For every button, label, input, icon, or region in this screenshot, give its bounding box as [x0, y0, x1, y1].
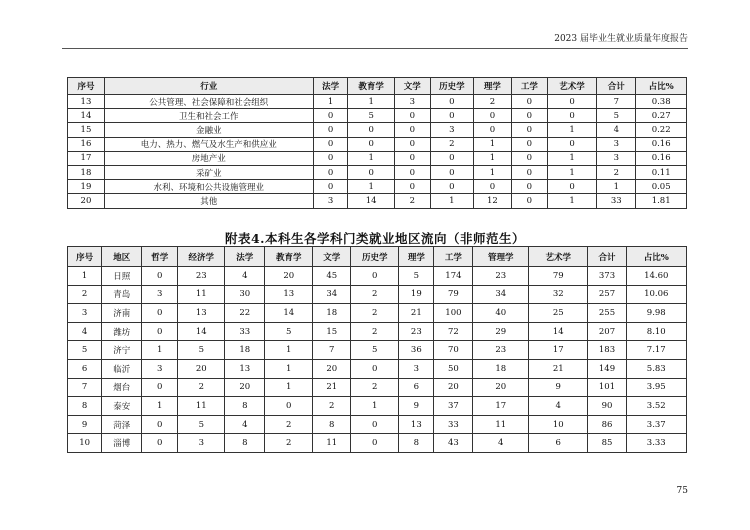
- column-header: 教育学: [265, 247, 313, 267]
- table-cell: 34: [473, 285, 529, 304]
- table-cell: 0.16: [636, 137, 687, 151]
- table-cell: 0: [511, 151, 547, 165]
- column-header: 经济学: [178, 247, 225, 267]
- table-cell: 1: [265, 378, 313, 397]
- table-cell: 15: [68, 123, 105, 137]
- table-cell: 0.38: [636, 95, 687, 109]
- table-cell: 1: [265, 341, 313, 360]
- table-cell: 3: [430, 123, 473, 137]
- column-header: 历史学: [351, 247, 399, 267]
- table-cell: 21: [399, 304, 434, 323]
- table-cell: 0: [430, 109, 473, 123]
- table-cell: 15: [313, 322, 351, 341]
- table-cell: 174: [434, 267, 473, 286]
- table-cell: 0.27: [636, 109, 687, 123]
- table-cell: 济南: [102, 304, 142, 323]
- table-cell: 50: [434, 359, 473, 378]
- table-cell: 1: [68, 267, 102, 286]
- table-cell: 19: [68, 180, 105, 194]
- table-cell: 33: [597, 194, 636, 208]
- table-cell: 0.11: [636, 165, 687, 179]
- column-header: 法学: [313, 78, 348, 95]
- table-cell: 2: [394, 194, 430, 208]
- table-cell: 18: [313, 304, 351, 323]
- table-cell: 4: [225, 415, 265, 434]
- table-cell: 0: [511, 180, 547, 194]
- table-cell: 72: [434, 322, 473, 341]
- table-cell: 85: [588, 434, 626, 453]
- table-cell: 0: [511, 165, 547, 179]
- table-cell: 0: [511, 194, 547, 208]
- table-cell: 0: [430, 151, 473, 165]
- table-cell: 20: [313, 359, 351, 378]
- table-cell: 0: [547, 180, 597, 194]
- table-cell: 0: [511, 95, 547, 109]
- table-cell: 0: [142, 378, 178, 397]
- table-caption: 附表4.本科生各学科门类就业地区流向（非师范生）: [224, 231, 526, 246]
- table-cell: 0.16: [636, 151, 687, 165]
- table-cell: 临沂: [102, 359, 142, 378]
- table-cell: 7: [313, 341, 351, 360]
- industry-table: [67, 77, 687, 209]
- table-cell: 淄博: [102, 434, 142, 453]
- table-row: [68, 434, 687, 453]
- table-cell: 采矿业: [104, 165, 313, 179]
- column-header: 合计: [588, 247, 626, 267]
- table-cell: 4: [529, 397, 588, 416]
- column-header: 理学: [473, 78, 511, 95]
- table-cell: 6: [68, 359, 102, 378]
- page-header: 2023 届毕业生就业质量年度报告: [554, 34, 688, 44]
- table-cell: 0: [348, 123, 394, 137]
- table-cell: 8: [313, 415, 351, 434]
- table-cell: 32: [529, 285, 588, 304]
- table-cell: 1: [142, 341, 178, 360]
- table-cell: 30: [225, 285, 265, 304]
- table-cell: 25: [529, 304, 588, 323]
- table-cell: 2: [351, 285, 399, 304]
- table-cell: 90: [588, 397, 626, 416]
- table-row: [68, 123, 687, 137]
- table-cell: 11: [313, 434, 351, 453]
- table-cell: 4: [225, 267, 265, 286]
- table-cell: 5: [178, 341, 225, 360]
- table-cell: 101: [588, 378, 626, 397]
- table-cell: 0: [547, 95, 597, 109]
- table-row: [68, 95, 687, 109]
- table-cell: 青岛: [102, 285, 142, 304]
- table-cell: 2: [351, 322, 399, 341]
- table-cell: 149: [588, 359, 626, 378]
- table-cell: 0: [348, 137, 394, 151]
- table-cell: 23: [399, 322, 434, 341]
- table-cell: 14: [68, 109, 105, 123]
- table-cell: 13: [399, 415, 434, 434]
- table-cell: 3.37: [626, 415, 686, 434]
- region-table: [67, 246, 687, 453]
- column-header: 占比%: [636, 78, 687, 95]
- table-cell: 13: [225, 359, 265, 378]
- table-cell: 9: [529, 378, 588, 397]
- table-cell: 0: [351, 267, 399, 286]
- table-cell: 22: [225, 304, 265, 323]
- table-cell: 29: [473, 322, 529, 341]
- table-cell: 1: [473, 151, 511, 165]
- table-cell: 1: [313, 95, 348, 109]
- table-cell: 34: [313, 285, 351, 304]
- table-cell: 1: [547, 123, 597, 137]
- column-header: 序号: [68, 78, 105, 95]
- table-cell: 烟台: [102, 378, 142, 397]
- table-cell: 1: [348, 151, 394, 165]
- table-cell: 0: [394, 180, 430, 194]
- table-cell: 3: [142, 359, 178, 378]
- table-cell: 79: [434, 285, 473, 304]
- table-cell: 济宁: [102, 341, 142, 360]
- table-cell: 7: [68, 378, 102, 397]
- table-cell: 0: [394, 151, 430, 165]
- table-cell: 9: [399, 397, 434, 416]
- table-row: [68, 194, 687, 208]
- table-row: [68, 151, 687, 165]
- column-header: 序号: [68, 247, 102, 267]
- table-cell: 0: [547, 109, 597, 123]
- table-cell: 5: [178, 415, 225, 434]
- table-cell: 9.98: [626, 304, 686, 323]
- table-cell: 45: [313, 267, 351, 286]
- table-cell: 水利、环境和公共设施管理业: [104, 180, 313, 194]
- column-header: 哲学: [142, 247, 178, 267]
- table-row: [68, 415, 687, 434]
- table-cell: 12: [473, 194, 511, 208]
- table-cell: 18: [68, 165, 105, 179]
- table-cell: 0: [142, 434, 178, 453]
- table-cell: 1: [142, 397, 178, 416]
- table-row: [68, 137, 687, 151]
- table-cell: 14: [348, 194, 394, 208]
- table-cell: 1: [430, 194, 473, 208]
- table-cell: 21: [529, 359, 588, 378]
- table-cell: 2: [597, 165, 636, 179]
- table-cell: 5: [351, 341, 399, 360]
- table-cell: 13: [178, 304, 225, 323]
- column-header: 历史学: [430, 78, 473, 95]
- table-cell: 1: [348, 180, 394, 194]
- table-cell: 1: [597, 180, 636, 194]
- table-cell: 0: [313, 137, 348, 151]
- table-cell: 0: [348, 165, 394, 179]
- table-cell: 0: [313, 109, 348, 123]
- table-cell: 43: [434, 434, 473, 453]
- table-cell: 11: [178, 285, 225, 304]
- table-cell: 金融业: [104, 123, 313, 137]
- table-cell: 86: [588, 415, 626, 434]
- table-cell: 23: [178, 267, 225, 286]
- table-row: [68, 322, 687, 341]
- column-header: 理学: [399, 247, 434, 267]
- table-cell: 36: [399, 341, 434, 360]
- column-header: 行业: [104, 78, 313, 95]
- table-cell: 3: [313, 194, 348, 208]
- table-cell: 0: [394, 137, 430, 151]
- table-cell: 2: [351, 378, 399, 397]
- table-cell: 0: [473, 123, 511, 137]
- table-cell: 0: [351, 434, 399, 453]
- table-cell: 5: [597, 109, 636, 123]
- table-cell: 257: [588, 285, 626, 304]
- table-cell: 0: [313, 165, 348, 179]
- table-cell: 4: [473, 434, 529, 453]
- table-cell: 4: [597, 123, 636, 137]
- table-cell: 0: [265, 397, 313, 416]
- table-cell: 7.17: [626, 341, 686, 360]
- table-cell: 电力、热力、燃气及水生产和供应业: [104, 137, 313, 151]
- table-cell: 0: [430, 180, 473, 194]
- table-cell: 3: [597, 137, 636, 151]
- table-cell: 100: [434, 304, 473, 323]
- table-cell: 其他: [104, 194, 313, 208]
- table-cell: 11: [473, 415, 529, 434]
- table-cell: 21: [313, 378, 351, 397]
- table-cell: 0: [394, 123, 430, 137]
- table-cell: 10: [529, 415, 588, 434]
- table-cell: 2: [68, 285, 102, 304]
- table-cell: 70: [434, 341, 473, 360]
- table-cell: 0.22: [636, 123, 687, 137]
- column-header: 教育学: [348, 78, 394, 95]
- table-row: [68, 180, 687, 194]
- table-cell: 潍坊: [102, 322, 142, 341]
- table-cell: 0: [547, 137, 597, 151]
- table-cell: 20: [68, 194, 105, 208]
- table-cell: 3: [597, 151, 636, 165]
- table-cell: 1.81: [636, 194, 687, 208]
- table-cell: 8: [68, 397, 102, 416]
- table-cell: 17: [473, 397, 529, 416]
- column-header: 文学: [313, 247, 351, 267]
- table-cell: 2: [473, 95, 511, 109]
- table-row: [68, 359, 687, 378]
- table-cell: 3.33: [626, 434, 686, 453]
- table-cell: 0: [511, 123, 547, 137]
- table-cell: 8: [225, 397, 265, 416]
- column-header: 法学: [225, 247, 265, 267]
- column-header: 艺术学: [547, 78, 597, 95]
- table-row: [68, 109, 687, 123]
- table-cell: 5: [348, 109, 394, 123]
- table-cell: 0: [511, 109, 547, 123]
- table-cell: 公共管理、社会保障和社会组织: [104, 95, 313, 109]
- table-cell: 79: [529, 267, 588, 286]
- table-cell: 1: [547, 194, 597, 208]
- table-cell: 日照: [102, 267, 142, 286]
- table-header-row: [68, 78, 687, 95]
- table-cell: 3: [178, 434, 225, 453]
- table-cell: 5: [399, 267, 434, 286]
- table-cell: 0: [394, 165, 430, 179]
- table-cell: 0: [142, 304, 178, 323]
- table-cell: 14: [529, 322, 588, 341]
- header-divider: [62, 48, 688, 49]
- table-cell: 1: [348, 95, 394, 109]
- table-cell: 3: [394, 95, 430, 109]
- table-cell: 0: [313, 123, 348, 137]
- table-cell: 17: [529, 341, 588, 360]
- table-cell: 0: [142, 267, 178, 286]
- table-row: [68, 341, 687, 360]
- table-cell: 8: [399, 434, 434, 453]
- table-cell: 11: [178, 397, 225, 416]
- table-cell: 20: [225, 378, 265, 397]
- table-cell: 0: [142, 415, 178, 434]
- table-cell: 1: [547, 165, 597, 179]
- table-cell: 16: [68, 137, 105, 151]
- table-cell: 8.10: [626, 322, 686, 341]
- table-cell: 2: [430, 137, 473, 151]
- table-row: [68, 165, 687, 179]
- table-cell: 泰安: [102, 397, 142, 416]
- table-cell: 4: [68, 322, 102, 341]
- table-cell: 1: [473, 165, 511, 179]
- table-cell: 卫生和社会工作: [104, 109, 313, 123]
- table-cell: 0: [473, 180, 511, 194]
- table-cell: 3: [142, 285, 178, 304]
- table-cell: 33: [225, 322, 265, 341]
- table-row: [68, 378, 687, 397]
- table-row: [68, 267, 687, 286]
- column-header: 管理学: [473, 247, 529, 267]
- column-header: 地区: [102, 247, 142, 267]
- table-cell: 2: [265, 415, 313, 434]
- table-cell: 0: [473, 109, 511, 123]
- table-cell: 37: [434, 397, 473, 416]
- table-cell: 6: [529, 434, 588, 453]
- table-cell: 40: [473, 304, 529, 323]
- table-cell: 0: [394, 109, 430, 123]
- table-cell: 3: [399, 359, 434, 378]
- table-cell: 3: [68, 304, 102, 323]
- table-cell: 20: [178, 359, 225, 378]
- column-header: 工学: [434, 247, 473, 267]
- table-cell: 0.05: [636, 180, 687, 194]
- table-cell: 0: [313, 180, 348, 194]
- table-cell: 5: [265, 322, 313, 341]
- table-cell: 1: [473, 137, 511, 151]
- table-cell: 0: [430, 95, 473, 109]
- table-cell: 14: [265, 304, 313, 323]
- table-cell: 14: [178, 322, 225, 341]
- column-header: 占比%: [626, 247, 686, 267]
- table-cell: 13: [265, 285, 313, 304]
- table-cell: 20: [265, 267, 313, 286]
- table-cell: 17: [68, 151, 105, 165]
- table-cell: 20: [473, 378, 529, 397]
- table-cell: 6: [399, 378, 434, 397]
- table-cell: 33: [434, 415, 473, 434]
- page-number: 75: [676, 486, 688, 496]
- table-cell: 菏泽: [102, 415, 142, 434]
- table-cell: 18: [473, 359, 529, 378]
- table-cell: 0: [351, 359, 399, 378]
- table-cell: 0: [142, 322, 178, 341]
- table-cell: 3.95: [626, 378, 686, 397]
- table-cell: 2: [265, 434, 313, 453]
- table-cell: 房地产业: [104, 151, 313, 165]
- table-cell: 20: [434, 378, 473, 397]
- table-cell: 373: [588, 267, 626, 286]
- table-cell: 0: [511, 137, 547, 151]
- table-cell: 0: [430, 165, 473, 179]
- table-cell: 23: [473, 267, 529, 286]
- table-cell: 23: [473, 341, 529, 360]
- column-header: 工学: [511, 78, 547, 95]
- table-cell: 0: [313, 151, 348, 165]
- table-cell: 255: [588, 304, 626, 323]
- table-row: [68, 304, 687, 323]
- column-header: 艺术学: [529, 247, 588, 267]
- table-cell: 0: [351, 415, 399, 434]
- table-cell: 18: [225, 341, 265, 360]
- table-cell: 183: [588, 341, 626, 360]
- table-cell: 19: [399, 285, 434, 304]
- column-header: 合计: [597, 78, 636, 95]
- table-cell: 5: [68, 341, 102, 360]
- table-cell: 7: [597, 95, 636, 109]
- column-header: 文学: [394, 78, 430, 95]
- table-cell: 1: [265, 359, 313, 378]
- table-cell: 207: [588, 322, 626, 341]
- table-cell: 5.83: [626, 359, 686, 378]
- table-cell: 10.06: [626, 285, 686, 304]
- table-cell: 2: [313, 397, 351, 416]
- table-cell: 13: [68, 95, 105, 109]
- table-cell: 1: [351, 397, 399, 416]
- table-row: [68, 397, 687, 416]
- table-cell: 10: [68, 434, 102, 453]
- table-row: [68, 285, 687, 304]
- table-cell: 2: [351, 304, 399, 323]
- table-cell: 1: [547, 151, 597, 165]
- table-cell: 14.60: [626, 267, 686, 286]
- table-cell: 8: [225, 434, 265, 453]
- table-cell: 9: [68, 415, 102, 434]
- table-cell: 2: [178, 378, 225, 397]
- table-cell: 3.52: [626, 397, 686, 416]
- table-header-row: [68, 247, 687, 267]
